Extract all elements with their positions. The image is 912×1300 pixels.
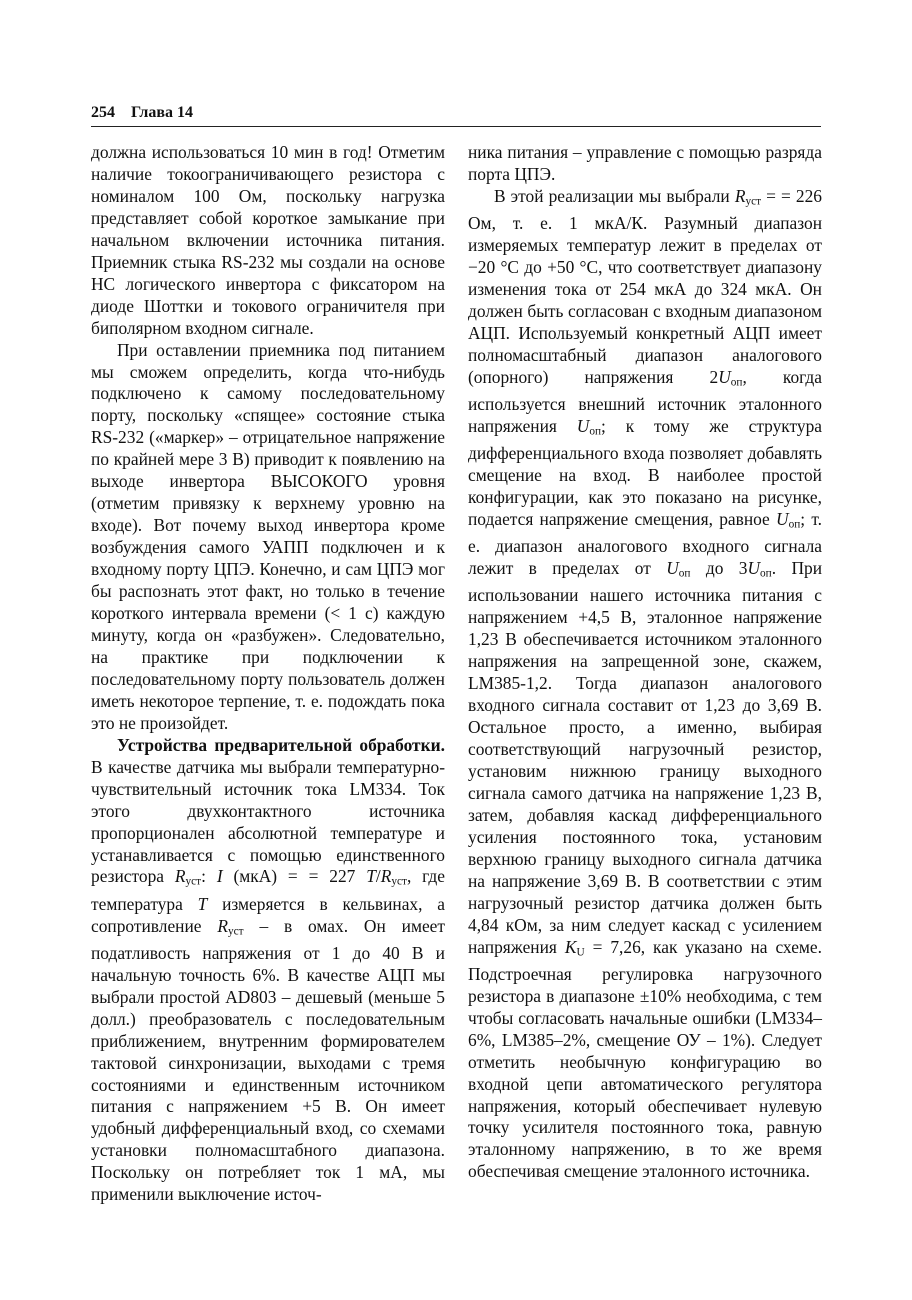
paragraph-continuation: должна использоваться 10 мин в год! Отметим наличие токоограничивающего резистора с номиналом 100 Ом, поскольку нагрузка представляет собой короткое замыкание при начальном включении источника питания. Приемник стыка RS-232 мы создали на основе НС логического инвертора с фиксатором на диоде Шоттки и токового ограничителя при биполярном входном сигнале. [91, 142, 445, 338]
paragraph-continuation-right: ника питания – управление с помощью разряда порта ЦПЭ. [468, 142, 822, 184]
paragraph-preprocessing: Устройства предварительной обработки. В качестве датчика мы выбрали температурно-чувствительный источник тока LM334. Ток этого двухконтактного источника пропорционален абсолютной температуре и устанавливается с помощью единственного резистора $R_{уст}$: I (мкА) = = 227 $T/R_{уст}$, где температура T измеряется в кельвинах, а сопротивление $R_{уст}$ – в омах. Он имеет податливость напряжения от 1 до 40 В и начальную точность 6%. В качестве АЦП мы выбрали простой AD803 – дешевый (меньше 5 долл.) преобразователь с последовательным приближением, внутренним формирователем тактовой синхронизации, выходами с тремя состояниями и единственным источником питания с напряжением +5 В. Он имеет удобный дифференциальный вход, со схемами установки полномасштабного диапазона. Поскольку он потребляет ток 1 мА, мы применили выключение источ- [91, 734, 445, 1205]
section-heading: Устройства предварительной обработки. [117, 734, 445, 755]
left-column [91, 142, 445, 1206]
right-column [468, 142, 822, 1183]
running-header [91, 103, 821, 127]
paragraph-receiver: При оставлении приемника под питанием мы сможем определить, когда что-нибудь подключено к самому последовательному порту, поскольку «спящее» состояние стыка RS-232 («маркер» – отрицательное напряжение по крайней мере 3 В) приводит к появлению на выходе инвертора ВЫСОКОГО уровня (отметим привязку к верхнему уровню на входе). Вот почему выход инвертора кроме возбуждения самого УАПП подключен и к входному порту ЦПЭ. Конечно, и сам ЦПЭ мог бы распознать этот факт, но только в течение короткого интервала времени (< 1 с) каждую минуту, когда он «разбужен». Следовательно, на практике при подключении к последовательному порту пользователь должен иметь некоторое терпение, т. е. подождать пока это не произойдет. [91, 339, 445, 733]
paragraph-implementation: В этой реализации мы выбрали $R_{уст}$ = = 226 Ом, т. е. 1 мкА/К. Разумный диапазон измеряемых температур лежит в пределах от −20 °С до +50 °С, что соответствует диапазону изменения тока от 254 мкА до 324 мкА. Он должен быть согласован с входным диапазоном АЦП. Используемый конкретный АЦП имеет полномасштабный диапазон аналогового (опорного) напряжения $2U_{оп}$, когда используется внешний источник эталонного напряжения $U_{оп}$; к тому же структура дифференциального входа позволяет добавлять смещение на вход. В наиболее простой конфигурации, как это показано на рисунке, подается напряжение смещения, равное $U_{оп}$; т. е. диапазон аналогового входного сигнала лежит в пределах от $U_{оп}$ до $3U_{оп}$. При использовании нашего источника питания с напряжением +4,5 В, эталонное напряжение 1,23 В обеспечивается источником эталонного напряжения на запрещенной зоне, скажем, LM385-1,2. Тогда диапазон аналогового входного сигнала составит от 1,23 до 3,69 В. Остальное просто, а именно, выбирая соответствующий нагрузочный резистор, установим нижнюю границу выходного сигнала самого датчика на напряжение 1,23 В, затем, добавляя каскад дифференциального усиления постоянного тока, установим верхнюю границу выходного сигнала датчика на напряжение 3,69 В. В соответствии с этим нагрузочный резистор датчика должен быть 4,84 кОм, за ним следует каскад с усилением напряжения $K_U = 7,26$, как указано на схеме. Подстроечная регулировка нагрузочного резистора в диапазоне ±10% необходима, с тем чтобы согласовать начальные ошибки (LM334–6%, LM385–2%, смещение ОУ – 1%). Следует отметить необычную конфигурацию во входной цепи автоматического регулятора напряжения, который обеспечивает нулевую точку усилителя постоянного тока, равную эталонному напряжению, в то же время обеспечивая смещение эталонного источника. [468, 185, 823, 1182]
page-number: 254 [91, 104, 115, 121]
chapter-title: Глава 14 [131, 104, 193, 121]
